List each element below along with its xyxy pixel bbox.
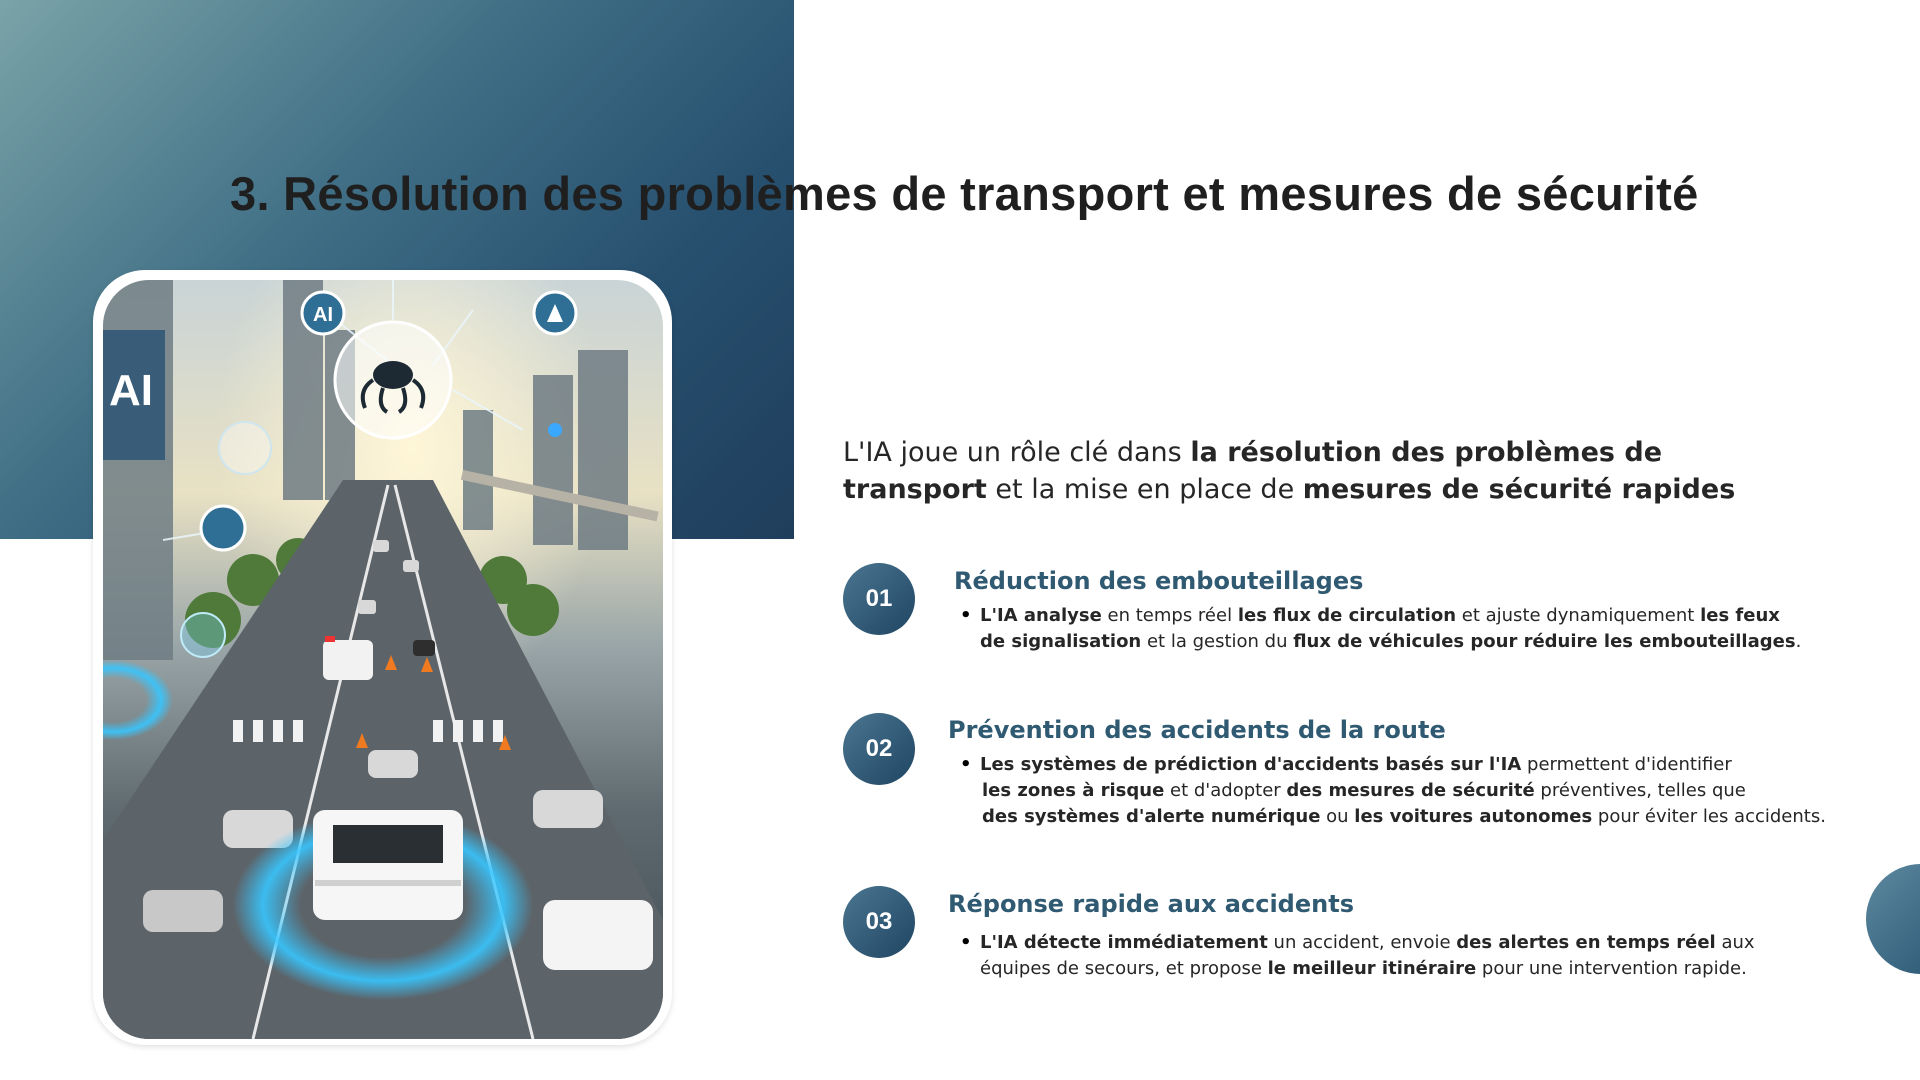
bold-run: des mesures de sécurité xyxy=(1286,780,1535,801)
text-run: . xyxy=(1795,631,1802,652)
item-title: Réponse rapide aux accidents xyxy=(948,890,1354,918)
ai-badge-text: AI xyxy=(313,304,333,326)
text-run: permettent d'identifier xyxy=(1521,754,1732,775)
text-run: équipes de secours, et propose xyxy=(980,958,1268,979)
text-run: en temps réel xyxy=(1101,605,1238,626)
illustration-frame xyxy=(93,270,672,1045)
text-run: et ajuste dynamiquement xyxy=(1456,605,1701,626)
item-number-badge: 03 xyxy=(843,886,915,958)
item-title: Prévention des accidents de la route xyxy=(948,716,1446,744)
item-bullet-list xyxy=(958,603,1801,655)
text-run: préventives, telles que xyxy=(1534,780,1746,801)
bullet-line xyxy=(980,778,1826,804)
item-bullet-list xyxy=(958,752,1826,830)
bold-run: le meilleur itinéraire xyxy=(1267,958,1477,979)
ai-sign-text: AI xyxy=(109,366,153,415)
bold-run: de signalisation xyxy=(980,631,1142,652)
bold-run: flux de véhicules pour réduire les embouteillages xyxy=(1293,631,1796,652)
bullet-line xyxy=(980,603,1801,629)
text-run: et d'adopter xyxy=(1164,780,1287,801)
bullet-line xyxy=(980,629,1801,655)
bold-run: les zones à risque xyxy=(982,780,1165,801)
intro-paragraph xyxy=(843,434,1763,508)
intro-bold-2: mesures de sécurité rapides xyxy=(1302,474,1736,505)
bold-run: les flux de circulation xyxy=(1237,605,1457,626)
bold-run: les voitures autonomes xyxy=(1354,806,1593,827)
bullet-line xyxy=(980,930,1755,956)
text-run: ou xyxy=(1320,806,1355,827)
item-number-badge: 01 xyxy=(843,563,915,635)
item-02 xyxy=(843,713,1826,843)
slide-title: 3. Résolution des problèmes de transport et mesures de sécurité xyxy=(230,167,1699,220)
intro-text-1: L'IA joue un rôle clé dans xyxy=(843,437,1191,468)
item-bullet xyxy=(958,603,1801,655)
bold-run: des systèmes d'alerte numérique xyxy=(982,806,1321,827)
item-03 xyxy=(843,886,1803,996)
intro-text-2: et la mise en place de xyxy=(986,474,1303,505)
item-bullet xyxy=(958,752,1826,830)
text-run: un accident, envoie xyxy=(1267,932,1457,953)
text-run: pour éviter les accidents. xyxy=(1592,806,1826,827)
bold-run: les feux xyxy=(1700,605,1780,626)
item-bullet-list xyxy=(958,930,1755,982)
text-run: et la gestion du xyxy=(1141,631,1294,652)
text-run: aux xyxy=(1715,932,1755,953)
bullet-line xyxy=(980,956,1755,982)
bold-run: L'IA détecte immédiatement xyxy=(980,932,1268,953)
item-01 xyxy=(843,563,1803,663)
bold-run: L'IA analyse xyxy=(980,605,1102,626)
item-number-badge: 02 xyxy=(843,713,915,785)
intro-bold-1: la résolution des problèmes de transport xyxy=(843,437,1663,505)
item-bullet xyxy=(958,930,1755,982)
bold-run: Les systèmes de prédiction d'accidents basés sur l'IA xyxy=(980,754,1522,775)
smart-city-illustration xyxy=(103,280,663,1039)
bullet-line xyxy=(980,804,1826,830)
text-run: pour une intervention rapide. xyxy=(1476,958,1747,979)
bold-run: des alertes en temps réel xyxy=(1456,932,1716,953)
city-scene xyxy=(103,280,663,1039)
decorative-circle xyxy=(1866,864,1920,974)
item-title: Réduction des embouteillages xyxy=(954,567,1364,595)
bullet-line xyxy=(980,752,1826,778)
